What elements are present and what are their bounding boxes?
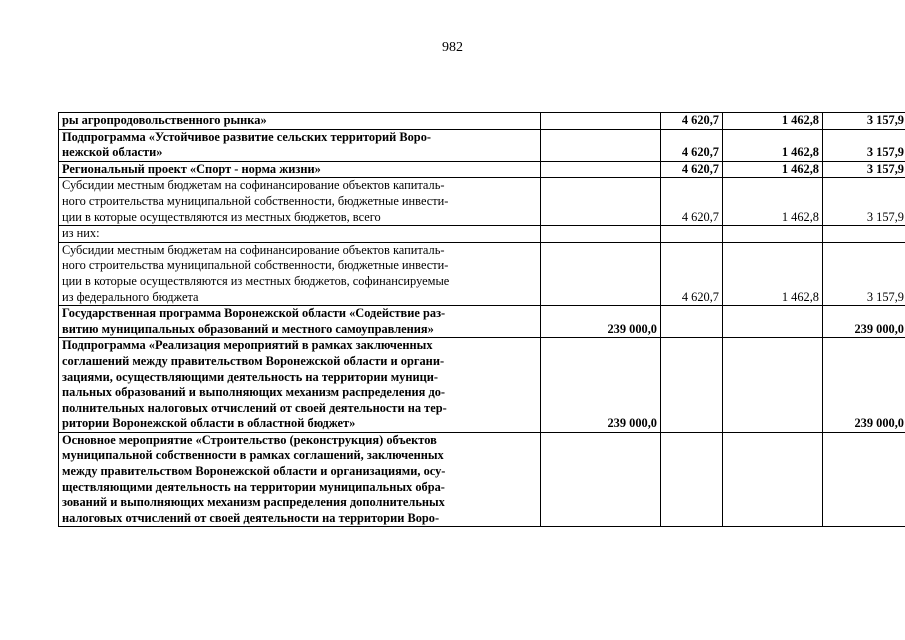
row-value-total (541, 178, 661, 226)
row-value-2 (723, 338, 823, 433)
description-line: ры агропродовольственного рынка» (62, 113, 267, 127)
table-row (59, 306, 905, 338)
row-description (59, 306, 541, 338)
description-line: Основное мероприятие «Строительство (реконструкция) объектов (62, 432, 437, 447)
description-line: ритории Воронежской области в областной бюджет» (62, 416, 356, 431)
description-line: зациями, осуществляющими деятельность на территории муници- (62, 369, 439, 384)
row-value-3: 3 157,9 (823, 129, 905, 161)
table-row (59, 432, 905, 527)
row-value-3 (823, 226, 905, 243)
description-line: из них: (62, 226, 100, 241)
row-value-total (541, 226, 661, 243)
page-number: 982 (442, 40, 463, 55)
description-line: Государственная программа Воронежской области «Содействие раз- (62, 306, 446, 321)
row-value-2 (723, 432, 823, 527)
description-line: ции в которые осуществляются из местных бюджетов, софинансируемые (62, 273, 450, 288)
row-value-3: 239 000,0 (823, 338, 905, 433)
row-value-3: 3 157,9 (823, 113, 905, 130)
description-line: Подпрограмма «Реализация мероприятий в рамках заключенных (62, 338, 433, 353)
description-line: Региональный проект «Спорт - норма жизни» (62, 161, 321, 176)
row-value-2: 1 462,8 (723, 161, 823, 178)
table-row (59, 129, 905, 161)
row-description (59, 178, 541, 226)
row-description (59, 242, 541, 305)
row-value-2: 1 462,8 (723, 242, 823, 305)
row-value-1 (661, 338, 723, 433)
description-line: Подпрограмма «Устойчивое развитие сельских территорий Воро- (62, 129, 432, 144)
row-description (59, 226, 541, 243)
row-value-1: 4 620,7 (661, 113, 723, 130)
row-value-3: 3 157,9 (823, 161, 905, 178)
description-line: ного строительства муниципальной собственности, бюджетные инвести- (62, 193, 449, 208)
row-value-1: 4 620,7 (661, 161, 723, 178)
row-value-3: 239 000,0 (823, 306, 905, 338)
row-value-3: 3 157,9 (823, 178, 905, 226)
description-line: соглашений между правительством Воронежской области и органи- (62, 353, 445, 368)
row-value-2 (723, 306, 823, 338)
description-line: полнительных налоговых отчислений от своей деятельности на тер- (62, 400, 447, 415)
row-description (59, 161, 541, 178)
row-description (59, 113, 541, 130)
description-line: Субсидии местным бюджетам на софинансирование объектов капиталь- (62, 178, 445, 193)
row-value-1 (661, 432, 723, 527)
description-line: между правительством Воронежской области и организациями, осу- (62, 464, 446, 479)
description-line: налоговых отчислений от своей деятельности на территории Воро- (62, 510, 440, 525)
row-value-total (541, 161, 661, 178)
row-value-2 (723, 226, 823, 243)
row-value-2: 1 462,8 (723, 129, 823, 161)
budget-table-body (59, 113, 905, 527)
description-line: ного строительства муниципальной собственности, бюджетные инвести- (62, 258, 449, 273)
row-value-1 (661, 306, 723, 338)
description-line: муниципальной собственности в рамках соглашений, заключенных (62, 448, 444, 463)
budget-table (58, 112, 905, 527)
table-row (59, 242, 905, 305)
row-description (59, 432, 541, 527)
description-line: из федерального бюджета (62, 289, 199, 304)
row-value-3 (823, 432, 905, 527)
table-row (59, 178, 905, 226)
row-value-1: 4 620,7 (661, 129, 723, 161)
description-line: витию муниципальных образований и местного самоуправления» (62, 321, 434, 336)
description-line: ществляющими деятельность на территории муниципальных обра- (62, 479, 445, 494)
row-value-1: 4 620,7 (661, 242, 723, 305)
row-value-2: 1 462,8 (723, 178, 823, 226)
row-value-total: 239 000,0 (541, 306, 661, 338)
description-line: ции в которые осуществляются из местных бюджетов, всего (62, 209, 381, 224)
description-line: нежской области» (62, 145, 163, 160)
row-value-total (541, 129, 661, 161)
table-row (59, 226, 905, 243)
row-value-1: 4 620,7 (661, 178, 723, 226)
row-value-2: 1 462,8 (723, 113, 823, 130)
row-value-3: 3 157,9 (823, 242, 905, 305)
description-line: пальных образований и выполняющих механизм распределения до- (62, 385, 446, 400)
row-value-total (541, 432, 661, 527)
row-value-1 (661, 226, 723, 243)
row-value-total (541, 113, 661, 130)
table-row (59, 338, 905, 433)
table-row (59, 113, 905, 130)
description-line: зований и выполняющих механизм распределения дополнительных (62, 495, 445, 510)
row-description (59, 129, 541, 161)
description-line: Субсидии местным бюджетам на софинансирование объектов капиталь- (62, 242, 445, 257)
row-description (59, 338, 541, 433)
row-value-total: 239 000,0 (541, 338, 661, 433)
table-row (59, 161, 905, 178)
row-value-total (541, 242, 661, 305)
